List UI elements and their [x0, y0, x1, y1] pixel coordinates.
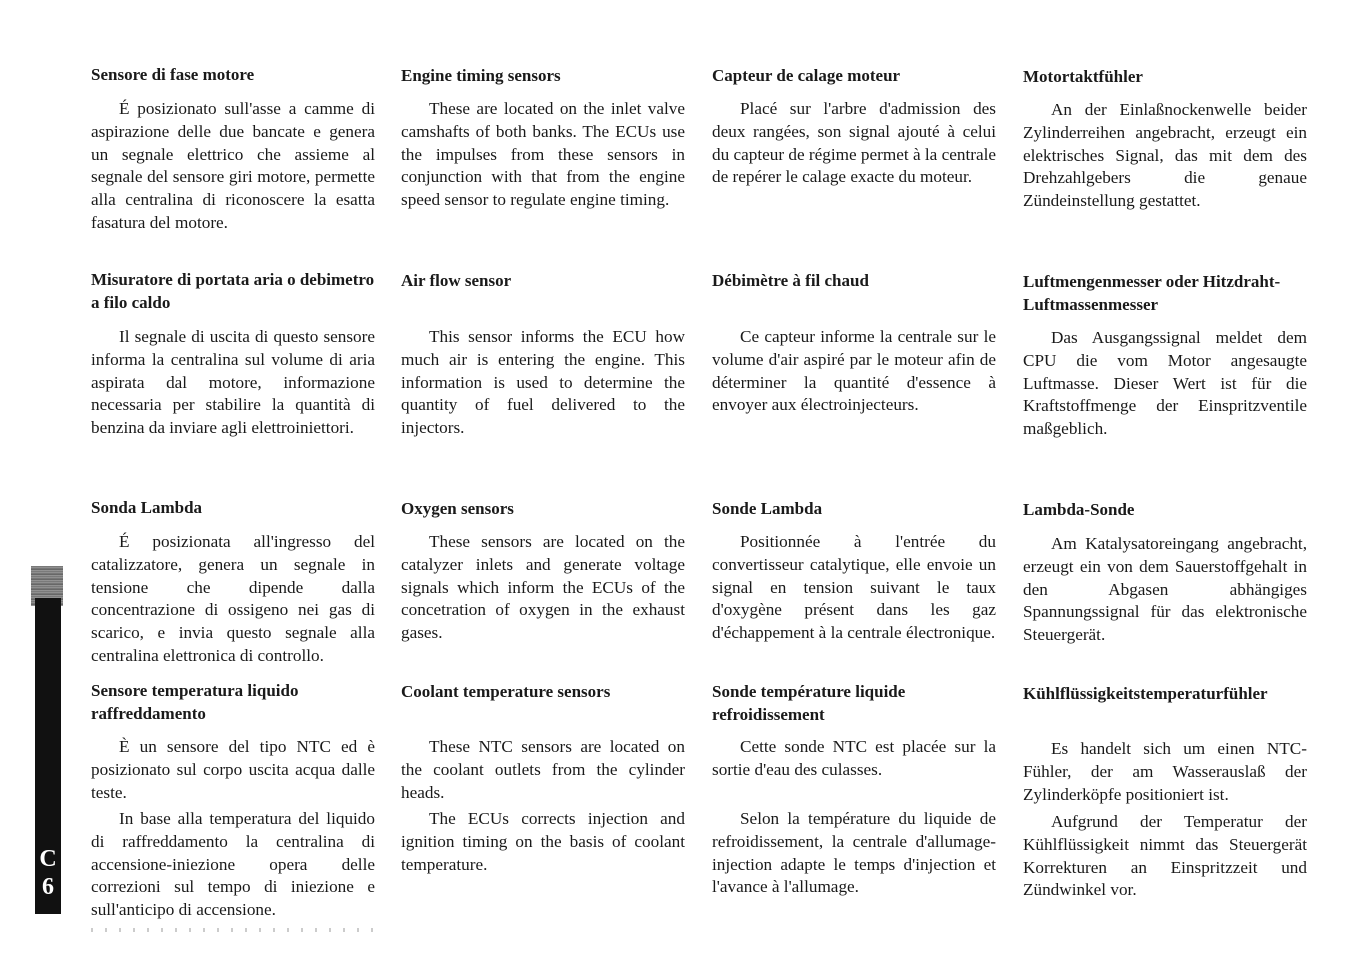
section-heading-coolant: Sensore temperatura liquido raffreddamento [91, 681, 299, 723]
section-heading-engine-phase: Sensore di fase motore [91, 65, 255, 84]
section-heading-engine-timing: Motortaktfühler [1023, 67, 1143, 86]
section-text-air-flow: This sensor informs the ECU how much air is entering the engine. This information is used to determine the quantity of fuel delivered to the injectors. [401, 327, 685, 438]
section-text-coolant-2: Selon la température du liquide de refroidissement, la centrale d'allumage-injection adapte le temps d'injection et l'avance à l'allumage. [712, 809, 996, 897]
section-text-coolant-2: Aufgrund der Temperatur der Kühlflüssigkeit nimmt das Steuergerät Korrekturen an Einspritzzeit und Zündwinkel vor. [1023, 812, 1307, 900]
section-text-coolant-2: In base alla temperatura del liquido di raffreddamento la centralina di accensione-iniezione opera delle correzioni sul tempo di iniezione e sull'anticipo di accensione. [91, 809, 375, 920]
section-heading-lambda: Sonda Lambda [91, 498, 203, 517]
bottom-scan-marks [91, 928, 376, 932]
section-heading-coolant: Sonde température liquide refroidissement [712, 682, 906, 724]
section-heading-air-flow: Luftmengenmesser oder Hitzdraht-Luftmassenmesser [1023, 272, 1281, 314]
section-text-engine-timing: Placé sur l'arbre d'admission des deux rangées, son signal ajouté à celui du capteur de régime permet à la centrale de repérer le calage exacte du moteur. [712, 99, 996, 187]
section-heading-air-flow: Misuratore di portata aria o debimetro a filo caldo [91, 270, 375, 312]
section-text-air-flow: Ce capteur informe la centrale sur le volume d'air aspiré par le moteur afin de déterminer la quantité d'essence à envoyer aux électroinjecteurs. [712, 327, 996, 415]
section-text-lambda: É posizionata all'ingresso del catalizzatore, genera un segnale in tensione che dipende dalla concentrazione di ossigeno nei gas di scarico, e invia questo segnale alla centralina elettronica di controllo. [91, 532, 375, 665]
section-heading-oxygen: Oxygen sensors [401, 499, 514, 518]
section-tab-number: 6 [42, 874, 54, 900]
section-text-lambda: Positionnée à l'entrée du convertisseur catalytique, elle envoie un signal en tension suivant le taux d'oxygène présent dans les gaz d'échappement à la centrale électronique. [712, 532, 996, 643]
section-text-air-flow: Das Ausgangssignal meldet dem CPU die vom Motor angesaugte Luftmasse. Dieser Wert ist für die Kraftstoffmenge der Einspritzventile maßgeblich. [1023, 328, 1307, 439]
section-heading-coolant: Coolant temperature sensors [401, 682, 611, 701]
section-text-coolant-2: The ECUs corrects injection and ignition timing on the basis of coolant temperature. [401, 809, 685, 874]
section-text-coolant-1: These NTC sensors are located on the coolant outlets from the cylinder heads. [401, 737, 685, 802]
section-heading-coolant: Kühlflüssigkeitstemperaturfühler [1023, 684, 1268, 703]
section-text-engine-timing: An der Einlaßnockenwelle beider Zylinderreihen angebracht, erzeugt ein elektrisches Signal, das mit dem des Drehzahlgebers die genaue Zündeinstellung gestattet. [1023, 100, 1307, 211]
section-text-coolant-1: Es handelt sich um einen NTC-Fühler, der am Wasserauslaß der Zylinderköpfe positioniert ist. [1023, 739, 1307, 804]
section-text-coolant-1: Cette sonde NTC est placée sur la sortie d'eau des culasses. [712, 737, 996, 779]
section-heading-engine-timing: Engine timing sensors [401, 66, 561, 85]
section-text-coolant-1: È un sensore del tipo NTC ed è posizionato sul corpo uscita acqua dalle teste. [91, 737, 375, 802]
section-heading-engine-timing: Capteur de calage moteur [712, 66, 901, 85]
section-heading-air-flow: Air flow sensor [401, 271, 512, 290]
section-heading-lambda: Lambda-Sonde [1023, 500, 1135, 519]
section-heading-lambda: Sonde Lambda [712, 499, 823, 518]
section-text-lambda: Am Katalysatoreingang angebracht, erzeugt ein von dem Sauerstoffgehalt in den Abgasen abhängiges Spannungssignal für das elektronische Steuergerät. [1023, 534, 1307, 645]
section-text-air-flow: Il segnale di uscita di questo sensore informa la centralina sul volume di aria aspirata dal motore, informazione necessaria per stabilire la quantità di benzina da inviare agli elettroiniettori. [91, 327, 375, 438]
section-text-engine-phase: É posizionato sull'asse a camme di aspirazione delle due bancate e genera un segnale elettrico che assieme al segnale del sensore giri motore, permette alla centralina di riconoscere la esatta fasatura del motore. [91, 99, 375, 232]
section-text-oxygen: These sensors are located on the catalyzer inlets and generate voltage signals which inform the ECUs of the concetration of oxygen in the exhaust gases. [401, 532, 685, 643]
section-tab-letter: C [39, 846, 57, 872]
section-text-engine-timing: These are located on the inlet valve camshafts of both banks. The ECUs use the impulses from these sensors in conjunction with that from the engine speed sensor to regulate engine timing. [401, 99, 685, 210]
section-heading-air-flow: Débimètre à fil chaud [712, 271, 869, 290]
